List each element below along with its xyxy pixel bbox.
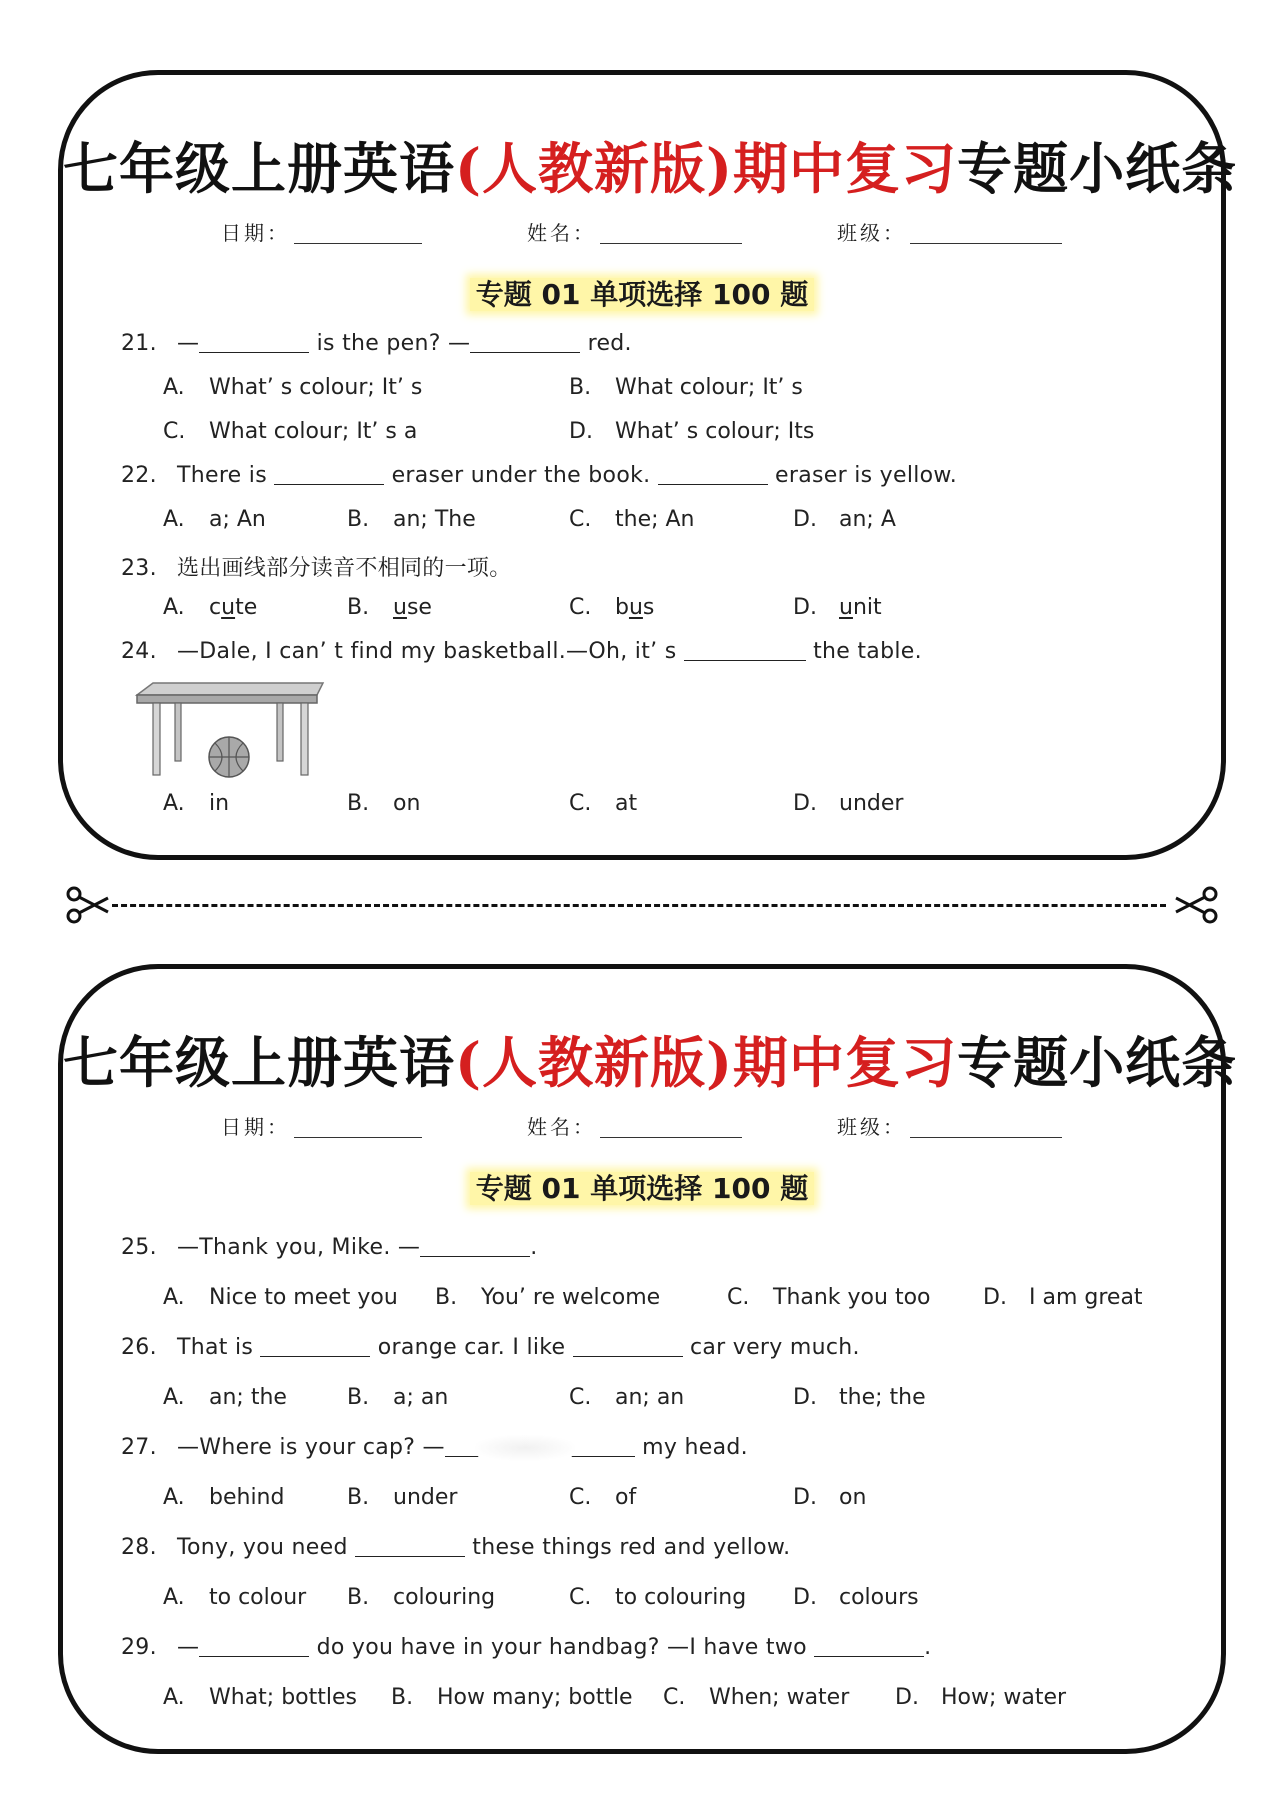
question-29: 29. — do you have in your handbag? —I have two . xyxy=(121,1635,932,1660)
option-d[interactable]: D. unit xyxy=(793,595,882,620)
option-a[interactable]: A. to colour xyxy=(163,1585,307,1610)
option-c[interactable]: C. at xyxy=(569,791,638,816)
title-part-red: (人教新版)期中复习 xyxy=(455,1030,958,1095)
date-field[interactable] xyxy=(221,1111,422,1140)
question-24: 24. —Dale, I can’ t find my basketball.—Oh, it’ s the table. xyxy=(121,639,922,664)
answer-blank[interactable] xyxy=(470,331,580,353)
title-part-red: (人教新版)期中复习 xyxy=(455,136,958,201)
option-b[interactable]: B. on xyxy=(347,791,421,816)
question-28: 28. Tony, you need these things red and yellow. xyxy=(121,1535,791,1560)
option-a[interactable]: A. What; bottles xyxy=(163,1685,357,1710)
option-c[interactable]: C. What colour; It’ s a xyxy=(163,419,418,444)
option-a[interactable]: A. in xyxy=(163,791,230,816)
worksheet-card-2 xyxy=(58,964,1238,1754)
option-a[interactable]: A. an; the xyxy=(163,1385,287,1410)
option-c[interactable]: C. bus xyxy=(569,595,655,620)
option-b[interactable]: B. a; an xyxy=(347,1385,449,1410)
cut-line xyxy=(112,904,1166,907)
title-part-black: 专题小纸条 xyxy=(957,136,1238,201)
answer-blank[interactable] xyxy=(420,1235,530,1257)
smudge-mark xyxy=(475,1435,575,1461)
option-c[interactable]: C. the; An xyxy=(569,507,695,532)
class-field[interactable] xyxy=(837,1111,1062,1140)
option-c[interactable]: C. When; water xyxy=(663,1685,850,1710)
option-d[interactable]: D. I am great xyxy=(983,1285,1143,1310)
worksheet-title xyxy=(63,1019,1238,1098)
answer-blank[interactable] xyxy=(814,1635,924,1657)
question-27: 27. —Where is your cap? — my head. xyxy=(121,1435,748,1460)
option-a[interactable]: A. Nice to meet you xyxy=(163,1285,398,1310)
option-a[interactable]: A. What’ s colour; It’ s xyxy=(163,375,423,400)
option-b[interactable]: B. colouring xyxy=(347,1585,496,1610)
option-c[interactable]: C. Thank you too xyxy=(727,1285,931,1310)
worksheet-title xyxy=(63,125,1238,204)
name-field[interactable] xyxy=(527,217,742,246)
date-field[interactable] xyxy=(221,217,422,246)
name-label: 姓名： xyxy=(527,1115,596,1139)
question-26: 26. That is orange car. I like car very much. xyxy=(121,1335,860,1360)
worksheet-card-1 xyxy=(58,70,1238,860)
option-d[interactable]: D. under xyxy=(793,791,904,816)
date-label: 日期： xyxy=(221,1115,290,1139)
name-field[interactable] xyxy=(527,1111,742,1140)
question-21: 21. — is the pen? — red. xyxy=(121,331,632,356)
answer-blank[interactable] xyxy=(199,331,309,353)
option-a[interactable]: A. a; An xyxy=(163,507,266,532)
name-blank[interactable] xyxy=(600,1116,742,1138)
option-d[interactable]: D. on xyxy=(793,1485,867,1510)
answer-blank[interactable] xyxy=(199,1635,309,1657)
option-b[interactable]: B. use xyxy=(347,595,432,620)
option-d[interactable]: D. colours xyxy=(793,1585,919,1610)
title-part-black: 七年级上册英语 xyxy=(63,1030,456,1095)
class-blank[interactable] xyxy=(910,222,1062,244)
title-part-black: 七年级上册英语 xyxy=(63,136,456,201)
answer-blank[interactable] xyxy=(355,1535,465,1557)
class-label: 班级： xyxy=(837,221,906,245)
answer-blank[interactable] xyxy=(260,1335,370,1357)
question-23: 23. 选出画线部分读音不相同的一项。 xyxy=(121,556,512,581)
option-c[interactable]: C. to colouring xyxy=(569,1585,747,1610)
name-label: 姓名： xyxy=(527,221,596,245)
option-d[interactable]: D. the; the xyxy=(793,1385,926,1410)
title-part-black: 专题小纸条 xyxy=(957,1030,1238,1095)
date-label: 日期： xyxy=(221,221,290,245)
option-d[interactable]: D. How; water xyxy=(895,1685,1067,1710)
option-c[interactable]: C. of xyxy=(569,1485,637,1510)
option-b[interactable]: B. You’ re welcome xyxy=(435,1285,661,1310)
answer-blank[interactable] xyxy=(573,1335,683,1357)
option-b[interactable]: B. What colour; It’ s xyxy=(569,375,803,400)
scissors-icon xyxy=(1174,882,1220,928)
question-25: 25. —Thank you, Mike. — . xyxy=(121,1235,538,1260)
topic-heading: 专题 01 单项选择 100 题 xyxy=(63,273,1221,313)
option-a[interactable]: A. cute xyxy=(163,595,258,620)
name-blank[interactable] xyxy=(600,222,742,244)
class-field[interactable] xyxy=(837,217,1062,246)
class-blank[interactable] xyxy=(910,1116,1062,1138)
date-blank[interactable] xyxy=(294,222,422,244)
answer-blank[interactable] xyxy=(684,639,806,661)
option-a[interactable]: A. behind xyxy=(163,1485,285,1510)
option-b[interactable]: B. an; The xyxy=(347,507,476,532)
option-c[interactable]: C. an; an xyxy=(569,1385,685,1410)
student-info-row xyxy=(63,1111,1221,1143)
answer-blank[interactable] xyxy=(274,463,384,485)
option-b[interactable]: B. How many; bottle xyxy=(391,1685,633,1710)
question-22: 22. There is eraser under the book. eraser is yellow. xyxy=(121,463,957,488)
option-d[interactable]: D. What’ s colour; Its xyxy=(569,419,815,444)
answer-blank[interactable] xyxy=(658,463,768,485)
option-d[interactable]: D. an; A xyxy=(793,507,896,532)
class-label: 班级： xyxy=(837,1115,906,1139)
student-info-row xyxy=(63,217,1221,249)
scissors-icon xyxy=(64,882,110,928)
date-blank[interactable] xyxy=(294,1116,422,1138)
topic-heading: 专题 01 单项选择 100 题 xyxy=(63,1167,1221,1207)
option-b[interactable]: B. under xyxy=(347,1485,458,1510)
table-basketball-image xyxy=(131,679,331,779)
